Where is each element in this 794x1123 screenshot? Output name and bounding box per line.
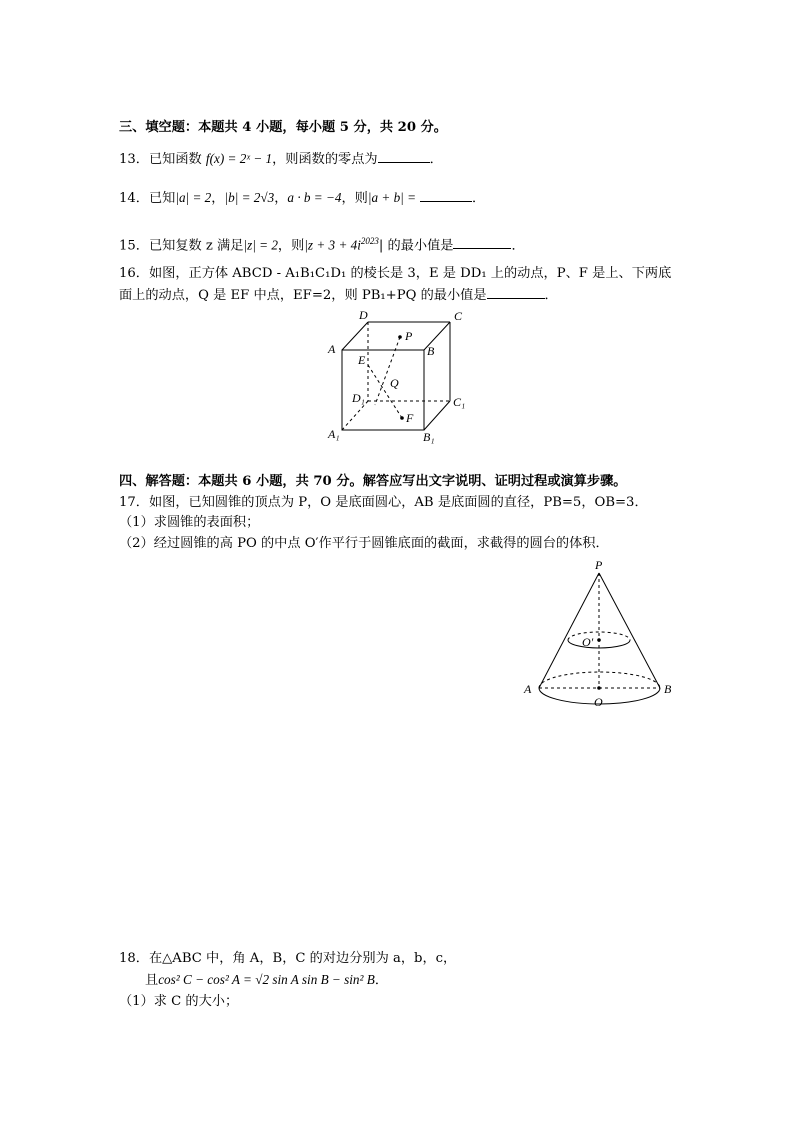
label-a: A [328, 342, 336, 356]
cone-label-p: P [595, 558, 603, 572]
q15-end: ． [511, 238, 525, 254]
label-d1: D₁ [352, 391, 365, 405]
cube-hidden-edge [342, 401, 368, 430]
point-p [398, 335, 402, 339]
q15-exponent: 2023 [360, 236, 379, 246]
q15-answer-blank[interactable] [453, 236, 511, 249]
label-q: Q [390, 376, 399, 390]
label-c: C [454, 309, 463, 323]
label-b: B [427, 344, 435, 358]
q13-answer-blank[interactable] [378, 150, 430, 163]
cone-figure [520, 558, 680, 708]
base-ellipse-back [539, 672, 660, 688]
label-a1: A₁ [328, 427, 340, 441]
label-e: E [358, 353, 366, 367]
cube-figure [320, 305, 480, 447]
q14-condition-2: |b| = 2√3 [224, 190, 275, 205]
question-16-line-1: 16．如图，正方体 ABCD - A₁B₁C₁D₁ 的棱长是 3，E 是 DD₁ 上的动点，P、F 是上、下两底 [119, 266, 672, 281]
question-17-line-1: 17．如图，已知圆锥的顶点为 P，O 是底面圆心，AB 是底面圆的直径，PB=5，OB=3． [119, 495, 648, 510]
point-f [400, 416, 404, 420]
question-18-line-1: 18．在△ABC 中，角 A，B，C 的对边分别为 a，b，c， [119, 951, 457, 966]
q14-sep-2: ， [274, 191, 288, 206]
q16-text: 面上的动点，Q 是 EF 中点，EF=2，则 PB₁+PQ 的最小值是 [119, 288, 487, 303]
cone-label-a: A [524, 682, 532, 696]
q18-end: ． [374, 973, 389, 988]
q13-formula: f(x) = 2ˣ − 1 [205, 151, 273, 166]
q18-text: 且 [145, 973, 159, 988]
label-d: D [359, 308, 368, 322]
q13-number: 13． [119, 152, 149, 167]
cone-label-o: O [594, 695, 603, 708]
q18-formula: cos² C − cos² A = √2 sin A sin B − sin² B [158, 972, 375, 987]
q13-text: 已知函数 [148, 152, 202, 167]
segment-ef [368, 365, 402, 418]
q14-ask: |a + b| = [367, 190, 417, 205]
label-b1: B₁ [423, 430, 435, 444]
question-13 [119, 150, 443, 169]
q15-condition: |z| = 2 [243, 237, 278, 253]
point-o-prime [597, 638, 601, 642]
q13-end: ． [429, 152, 443, 167]
q14-sep-1: ， [211, 191, 225, 206]
question-17-part-2: （2）经过圆锥的高 PO 的中点 O′作平行于圆锥底面的截面，求截得的圆台的体积． [119, 536, 609, 551]
label-p: P [405, 329, 413, 343]
question-16-line-2 [119, 286, 558, 305]
cone-side-left [539, 573, 599, 688]
cone-label-b: B [664, 682, 672, 696]
cone-side-right [599, 573, 660, 688]
q14-condition-1: |a| = 2 [175, 190, 212, 205]
q14-answer-blank[interactable] [420, 189, 472, 202]
section-3-heading: 三、填空题：本题共 4 小题，每小题 5 分，共 20 分。 [119, 120, 447, 135]
label-f: F [406, 411, 414, 425]
cube-edge [342, 322, 368, 350]
cube-edge [424, 401, 450, 430]
q16-answer-blank[interactable] [487, 286, 545, 299]
q15-number: 15． [119, 238, 149, 254]
q15-text3: | 的最小值是 [378, 238, 454, 254]
section-4-heading: 四、解答题：本题共 6 小题，共 70 分。解答应写出文字说明、证明过程或演算步骤。 [119, 474, 627, 489]
q15-expression: |z + 3 + 4i [304, 237, 361, 253]
q16-end: ． [544, 288, 558, 303]
label-c1: C₁ [453, 395, 466, 409]
q14-condition-3: a · b = −4 [287, 190, 342, 205]
q14-end: ． [472, 191, 486, 206]
segment-pq [375, 337, 400, 405]
point-o [597, 686, 601, 690]
q14-text: 已知 [148, 191, 176, 206]
question-18-part-1: （1）求 C 的大小； [119, 994, 239, 1009]
question-18-line-2 [145, 971, 388, 990]
q14-text2: ，则 [341, 191, 368, 206]
question-17-part-1: （1）求圆锥的表面积； [119, 515, 260, 530]
q15-text2: ，则 [277, 238, 305, 254]
q15-text: 已知复数 z 满足 [148, 238, 244, 254]
q13-text2: ，则函数的零点为 [272, 152, 378, 167]
q14-number: 14． [119, 191, 149, 206]
question-15 [119, 232, 525, 255]
cone-label-o-prime: O′ [582, 635, 594, 649]
question-14 [119, 189, 485, 208]
